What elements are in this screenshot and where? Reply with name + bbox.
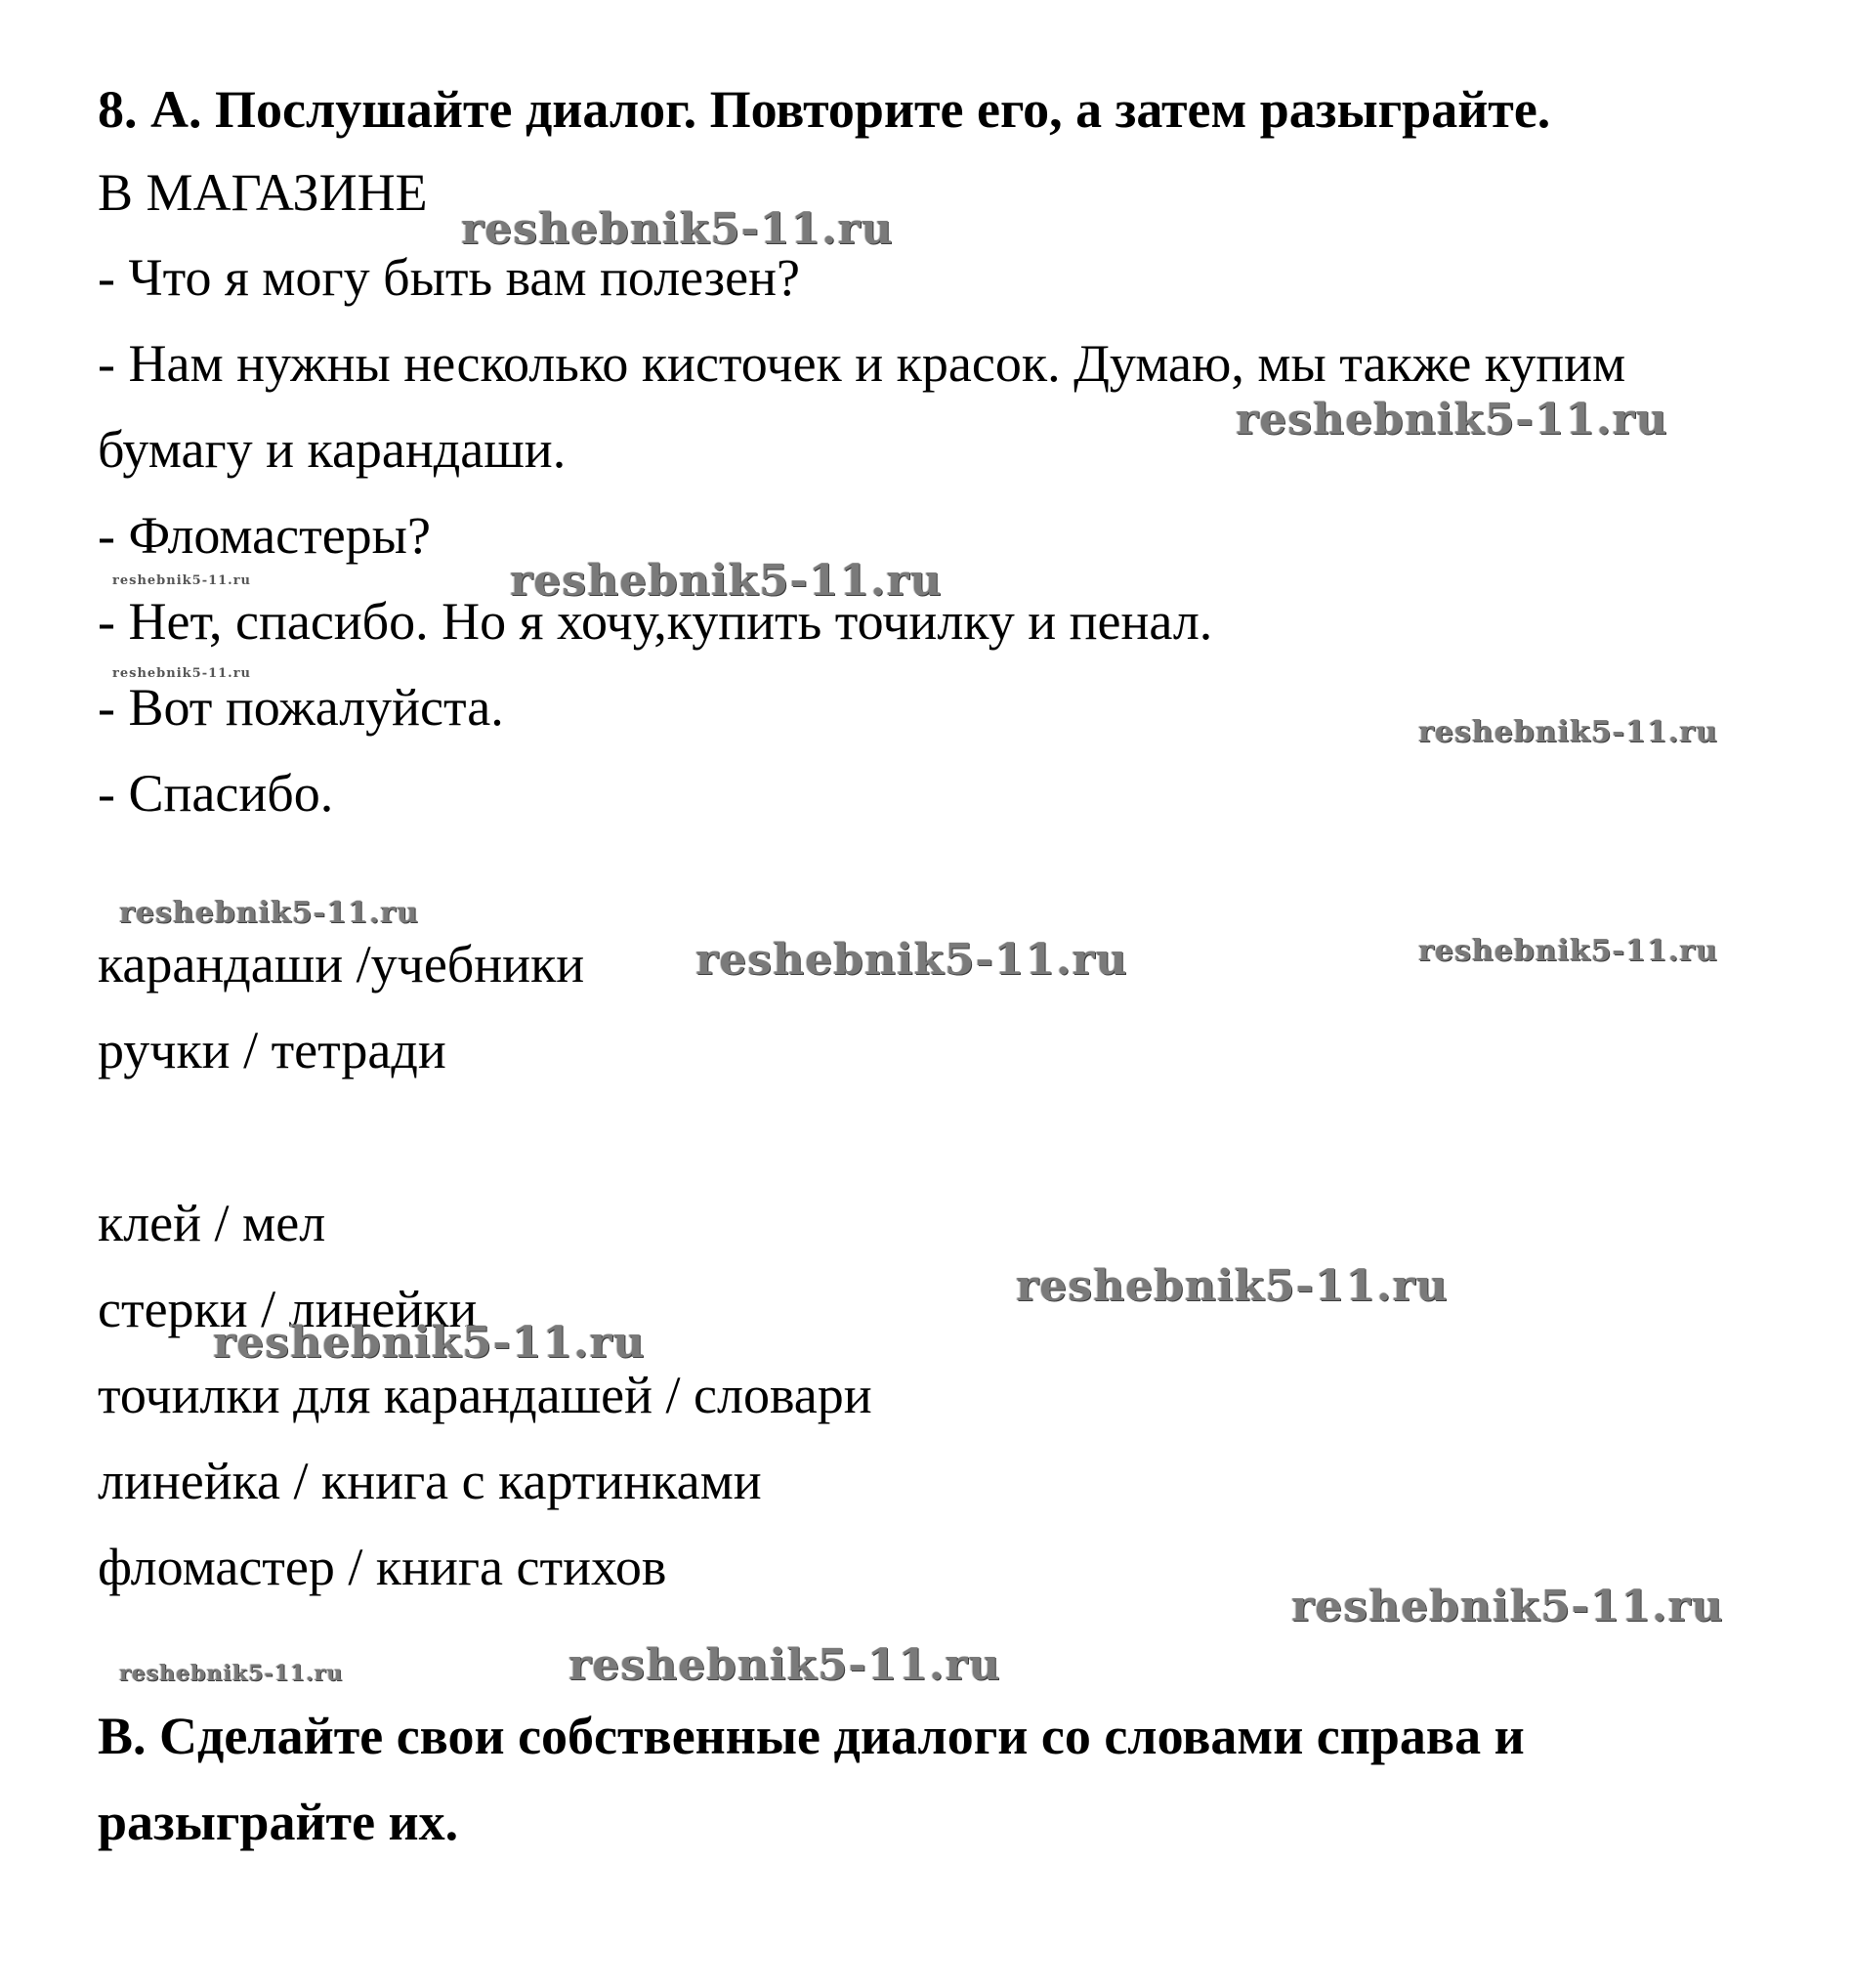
watermark-text: reshebnik5-11.ru [213,1318,646,1368]
word-pair: линейка / книга с картинками [98,1452,762,1510]
watermark-text: reshebnik5-11.ru [1418,715,1718,749]
watermark-text: reshebnik5-11.ru [112,573,252,588]
word-pair: карандаши /учебники [98,935,585,994]
task-heading-b-line2: разыграйте их. [98,1793,459,1851]
word-pair: точилки для карандашей / словари [98,1366,872,1424]
watermark-text: reshebnik5-11.ru [461,204,894,254]
dialogue-line: бумагу и карандаши. [98,420,567,479]
dialogue-line: - Что я могу быть вам полезен? [98,248,800,307]
watermark-text: reshebnik5-11.ru [119,896,419,930]
watermark-text: reshebnik5-11.ru [119,1661,344,1686]
watermark-text: reshebnik5-11.ru [1291,1582,1724,1631]
watermark-text: reshebnik5-11.ru [568,1640,1001,1690]
dialogue-line: - Спасибо. [98,764,334,823]
word-pair: стерки / линейки [98,1280,478,1338]
dialogue-line: - Фломастеры? [98,506,431,565]
task-heading-a: 8. А. Послушайте диалог. Повторите его, а затем разыграйте. [98,80,1551,139]
dialogue-line: - Нет, спасибо. Но я хочу,купить точилку и пенал. [98,592,1213,651]
watermark-text: reshebnik5-11.ru [1016,1261,1449,1311]
task-heading-b-line1: В. Сделайте свои собственные диалоги со словами справа и [98,1707,1525,1765]
watermark-text: reshebnik5-11.ru [695,935,1128,985]
section-title: В МАГАЗИНЕ [98,163,428,222]
word-pair: фломастер / книга стихов [98,1538,667,1596]
watermark-text: reshebnik5-11.ru [510,556,943,606]
watermark-text: reshebnik5-11.ru [1236,395,1668,444]
watermark-text: reshebnik5-11.ru [112,666,252,681]
watermark-text: reshebnik5-11.ru [1418,934,1718,968]
dialogue-line: - Вот пожалуйста. [98,678,504,737]
word-pair: клей / мел [98,1194,326,1252]
dialogue-line: - Нам нужны несколько кисточек и красок. Думаю, мы также купим [98,334,1626,393]
word-pair: ручки / тетради [98,1021,446,1079]
